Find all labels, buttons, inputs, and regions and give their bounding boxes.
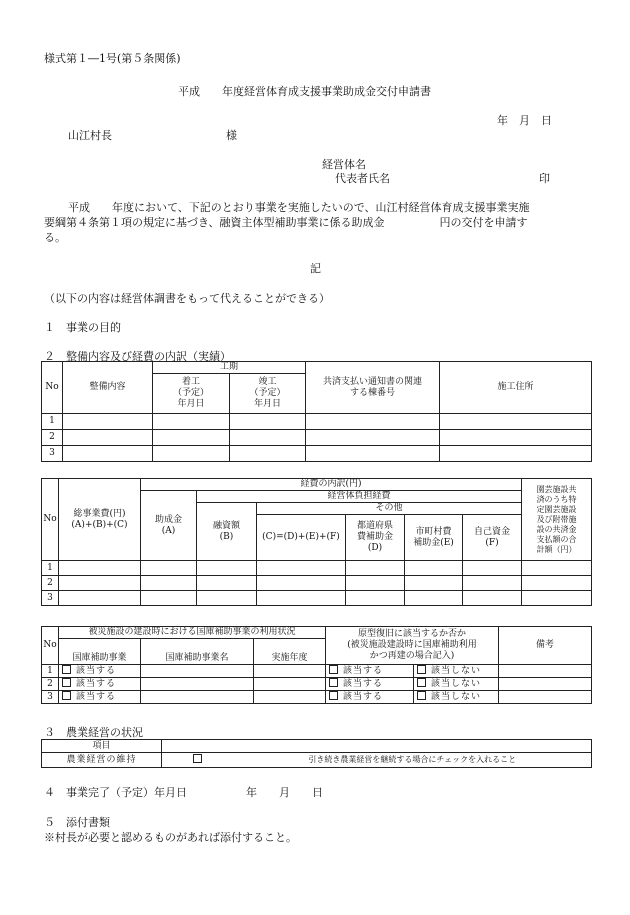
col-other: その他 bbox=[257, 503, 522, 515]
attachment-note: ※村長が必要と認めるものがあれば添付すること。 bbox=[44, 831, 297, 844]
expense-table bbox=[41, 478, 592, 606]
col-horticulture: 園芸施設共 済のうち特 定園芸施設 及び附帯施 設の共済金 支払額の合 計額（円） bbox=[522, 479, 592, 561]
restore-not-applies-option[interactable]: 該当しない bbox=[414, 665, 499, 678]
col-c-formula: (C)=(D)+(E)+(F) bbox=[257, 515, 346, 561]
col-period: 工期 bbox=[153, 362, 306, 374]
col-national-name: 国庫補助事業名 bbox=[141, 639, 254, 665]
body-text-line-1: 平成 年度において、下記のとおり事業を実施したいので、山江村経営体育成支援事業実施 bbox=[68, 201, 530, 214]
table-row: 2 bbox=[42, 576, 592, 591]
table-row: 1 bbox=[42, 561, 592, 576]
seal-mark: 印 bbox=[539, 172, 550, 185]
checkbox[interactable] bbox=[62, 678, 71, 687]
farm-maintenance-instruction: 引き続き農業経営を継続する場合にチェックを入れること bbox=[234, 753, 592, 768]
section-2-heading: ２ 整備内容及び経費の内訳（実績） bbox=[44, 350, 231, 363]
col-site: 施工住所 bbox=[440, 362, 592, 414]
addressee: 山江村長 bbox=[68, 129, 112, 142]
col-notice: 共済支払い通知書の関連 する棟番号 bbox=[306, 362, 440, 414]
checkbox[interactable] bbox=[417, 665, 426, 674]
application-date: 年 月 日 bbox=[497, 114, 552, 127]
col-item: 項目 bbox=[42, 740, 162, 753]
page-title: 平成 年度経営体育成支援事業助成金交付申請書 bbox=[178, 85, 431, 98]
col-total: 総事業費(円) (A)+(B)+(C) bbox=[59, 479, 141, 561]
col-no: No bbox=[42, 362, 63, 414]
col-own: 自己資金 (F) bbox=[463, 515, 522, 561]
facility-table bbox=[41, 361, 592, 462]
col-no: No bbox=[42, 479, 59, 561]
col-burden: 経営体負担経費 bbox=[197, 491, 522, 503]
col-restore: 原型復旧に該当するか否か (被災施設建設時に国庫補助利用 かつ再建の場合記入) bbox=[326, 627, 499, 665]
restore-not-applies-option[interactable]: 該当しない bbox=[414, 678, 499, 691]
table-row: 1 該当する 該当する 該当しない bbox=[42, 665, 592, 678]
restore-applies-option[interactable]: 該当する bbox=[326, 665, 414, 678]
checkbox[interactable] bbox=[329, 691, 338, 700]
national-applies-option[interactable]: 該当する bbox=[59, 678, 141, 691]
national-applies-option[interactable]: 該当する bbox=[59, 691, 141, 704]
table-row: 3 該当する 該当する 該当しない bbox=[42, 691, 592, 704]
restore-applies-option[interactable]: 該当する bbox=[326, 691, 414, 704]
checkbox[interactable] bbox=[417, 691, 426, 700]
body-text-line-2: 要綱第４条第１項の規定に基づき、融資主体型補助事業に係る助成金 円の交付を申請す bbox=[44, 216, 528, 229]
table-row: 2 bbox=[42, 430, 592, 446]
col-usage: 被災施設の建設時における国庫補助事業の利用状況 bbox=[59, 627, 326, 639]
checkbox[interactable] bbox=[417, 678, 426, 687]
col-end: 竣工 （予定） 年月日 bbox=[230, 374, 306, 414]
restore-applies-option[interactable]: 該当する bbox=[326, 678, 414, 691]
col-no: No bbox=[42, 627, 59, 665]
farm-status-table bbox=[41, 739, 592, 768]
col-year: 実施年度 bbox=[254, 639, 326, 665]
section-4-heading: ４ 事業完了（予定）年月日 bbox=[44, 786, 187, 799]
restore-not-applies-option[interactable]: 該当しない bbox=[414, 691, 499, 704]
col-pref: 都道府県 費補助金 (D) bbox=[346, 515, 405, 561]
col-remarks: 備考 bbox=[499, 627, 592, 665]
table-row: 2 該当する 該当する 該当しない bbox=[42, 678, 592, 691]
checkbox[interactable] bbox=[62, 665, 71, 674]
farm-maintenance-checkbox[interactable] bbox=[193, 754, 202, 763]
ki-heading: 記 bbox=[310, 262, 321, 275]
section-3-heading: ３ 農業経営の状況 bbox=[44, 726, 143, 739]
substitution-note: （以下の内容は経営体調書をもって代えることができる） bbox=[44, 292, 330, 305]
section-5-heading: ５ 添付書類 bbox=[44, 816, 110, 829]
col-content: 整備内容 bbox=[63, 362, 153, 414]
col-breakdown: 経費の内訳(円) bbox=[141, 479, 522, 491]
col-town: 市町村費 補助金(E) bbox=[405, 515, 463, 561]
col-loan: 融資額 (B) bbox=[197, 503, 257, 561]
section-1-heading: １ 事業の目的 bbox=[44, 321, 121, 334]
checkbox[interactable] bbox=[329, 665, 338, 674]
col-start: 着工 （予定） 年月日 bbox=[153, 374, 230, 414]
representative-label: 代表者氏名 bbox=[335, 172, 390, 185]
subsidy-usage-table bbox=[41, 626, 592, 704]
col-national: 国庫補助事業 bbox=[59, 639, 141, 665]
national-applies-option[interactable]: 該当する bbox=[59, 665, 141, 678]
applicant-name-label: 経営体名 bbox=[322, 158, 366, 171]
form-number: 様式第１―1号(第５条関係) bbox=[44, 52, 181, 65]
body-text-line-3: る。 bbox=[44, 231, 66, 244]
table-row: 3 bbox=[42, 446, 592, 462]
checkbox[interactable] bbox=[329, 678, 338, 687]
col-subsidy: 助成金 (A) bbox=[141, 491, 197, 561]
table-row: 1 bbox=[42, 414, 592, 430]
completion-date: 年 月 日 bbox=[246, 786, 323, 799]
farm-maintenance-label: 農業経営の維持 bbox=[42, 753, 162, 768]
addressee-suffix: 様 bbox=[226, 129, 237, 142]
checkbox[interactable] bbox=[62, 691, 71, 700]
table-row: 3 bbox=[42, 591, 592, 606]
